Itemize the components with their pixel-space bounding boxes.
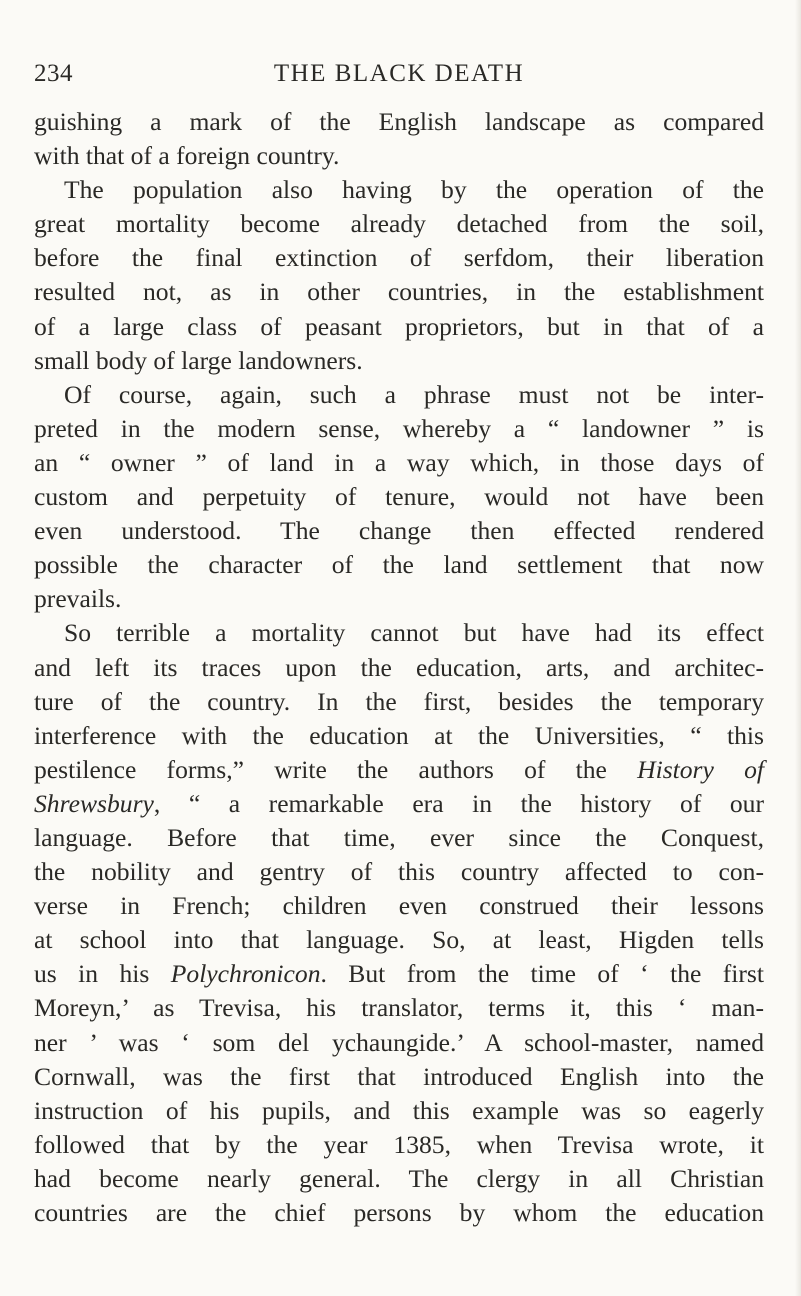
text-line: verse in French; children even construed their lessons: [34, 891, 764, 921]
text-line: The population also having by the operation of the: [64, 175, 764, 205]
text-run: pestilence forms,” write the authors of the: [34, 754, 638, 784]
text-line: even understood. The change then effected rendered: [34, 516, 764, 546]
text-line: the nobility and gentry of this country affected to con-: [34, 857, 764, 887]
text-run: , “ a remarkable era in the history of our: [153, 788, 764, 818]
text-line: had become nearly general. The clergy in all Christian: [34, 1163, 764, 1193]
text-line: and left its traces upon the education, arts, and architec-: [34, 652, 764, 682]
book-title: Polychronicon: [170, 959, 321, 989]
text-line: at school into that language. So, at least, Higden tells: [34, 925, 764, 955]
text-line: ture of the country. In the first, besides the temporary: [34, 686, 764, 716]
text-line: [34, 753, 764, 787]
page-edge-shadow: [795, 0, 801, 1296]
text-line: [34, 957, 764, 991]
text-line: Moreyn,’ as Trevisa, his translator, terms it, this ‘ man-: [34, 993, 764, 1023]
text-line: interference with the education at the Universities, “ this: [34, 720, 764, 750]
body-text: [34, 105, 764, 1230]
text-line: instruction of his pupils, and this example was so eagerly: [34, 1095, 764, 1125]
text-line: possible the character of the land settlement that now: [34, 550, 764, 580]
text-line: with that of a foreign country.: [34, 141, 340, 171]
text-line: preted in the modern sense, whereby a “ landowner ” is: [34, 413, 764, 443]
running-title: THE BLACK DEATH: [273, 60, 525, 87]
book-title: History of: [637, 754, 764, 784]
text-run: . But from the time of ‘ the first: [320, 959, 764, 989]
text-line: followed that by the year 1385, when Trevisa wrote, it: [34, 1129, 764, 1159]
text-line: ner ’ was ‘ som del ychaungide.’ A school-master, named: [34, 1027, 764, 1057]
text-line: resulted not, as in other countries, in the establishment: [34, 277, 764, 307]
page-number: 234: [34, 60, 73, 87]
text-line: [34, 787, 764, 821]
text-line: small body of large landowners.: [34, 345, 363, 375]
text-line: custom and perpetuity of tenure, would not have been: [34, 482, 764, 512]
text-line: of a large class of peasant proprietors, but in that of a: [34, 311, 764, 341]
text-line: prevails.: [34, 584, 122, 614]
text-line: countries are the chief persons by whom the education: [34, 1198, 764, 1227]
text-run: us in his: [34, 959, 171, 989]
text-line: before the final extinction of serfdom, their liberation: [34, 243, 764, 273]
text-line: language. Before that time, ever since the Conquest,: [34, 822, 764, 852]
page-header: [34, 60, 764, 94]
text-line: guishing a mark of the English landscape as compared: [34, 107, 764, 136]
text-line: So terrible a mortality cannot but have had its effect: [64, 618, 764, 648]
text-line: great mortality become already detached from the soil,: [34, 209, 764, 239]
text-line: Of course, again, such a phrase must not be inter-: [64, 379, 764, 409]
text-line: an “ owner ” of land in a way which, in those days of: [34, 447, 764, 477]
book-title: Shrewsbury: [34, 788, 154, 818]
text-line: Cornwall, was the first that introduced English into the: [34, 1061, 764, 1091]
